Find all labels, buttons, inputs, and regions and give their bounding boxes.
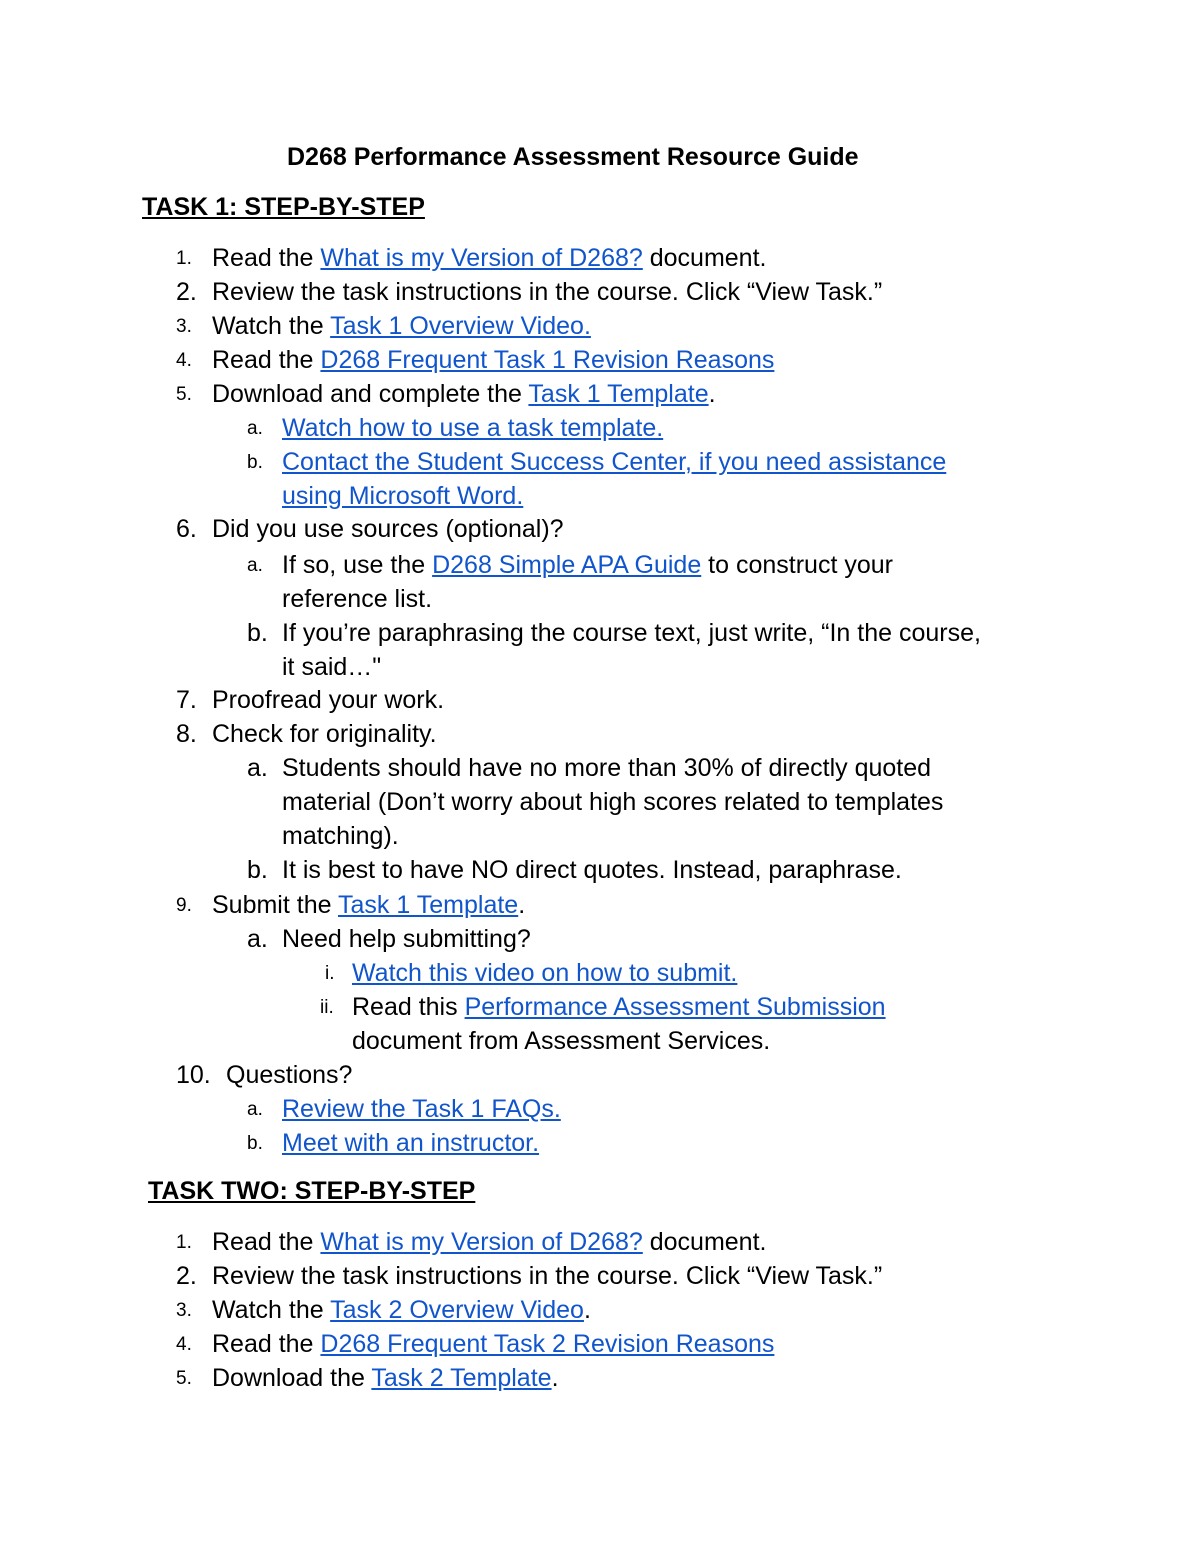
list-marker: 8. — [176, 720, 197, 748]
task1-step-8a-line3: matching). — [282, 822, 399, 850]
student-success-link[interactable]: Contact the Student Success Center, if you need assistance — [282, 448, 947, 476]
list-marker: 6. — [176, 515, 197, 543]
list-marker: 3. — [176, 316, 192, 337]
task1-step-9a-ii-line2: document from Assessment Services. — [352, 1027, 771, 1055]
list-marker: 4. — [176, 1334, 192, 1355]
version-doc-link-2[interactable]: What is my Version of D268? — [320, 1228, 643, 1256]
submit-video-link[interactable]: Watch this video on how to submit. — [352, 959, 738, 987]
task1-step-6a-line2: reference list. — [282, 585, 433, 613]
list-marker: i. — [325, 963, 335, 984]
list-marker: 3. — [176, 1300, 192, 1321]
list-marker: 2. — [176, 1262, 197, 1290]
task1-faqs-link[interactable]: Review the Task 1 FAQs. — [282, 1095, 561, 1123]
step-text: . — [708, 380, 716, 408]
list-marker: a. — [247, 555, 263, 576]
task1-step-10: Questions? — [226, 1061, 353, 1089]
list-marker: ii. — [320, 997, 334, 1018]
list-marker: 1. — [176, 248, 192, 269]
task1-step-5b-line1 — [282, 447, 946, 477]
task1-step-9a-i — [352, 958, 737, 988]
template-howto-link[interactable]: Watch how to use a task template. — [282, 414, 664, 442]
list-marker: 5. — [176, 384, 192, 405]
task1-step-6b-line1: If you’re paraphrasing the course text, just write, “In the course, — [282, 619, 981, 647]
list-marker: b. — [247, 856, 268, 884]
task2-step-3 — [212, 1295, 591, 1325]
task1-step-6: Did you use sources (optional)? — [212, 515, 564, 543]
step-text: Download and complete the — [212, 380, 529, 408]
step-text: document. — [642, 244, 767, 272]
task1-step-9 — [212, 890, 525, 920]
step-text: Read the — [212, 244, 321, 272]
step-text: . — [551, 1364, 559, 1392]
task2-overview-video-link[interactable]: Task 2 Overview Video — [330, 1296, 584, 1324]
list-marker: b. — [247, 619, 268, 647]
list-marker: 10. — [176, 1061, 211, 1089]
list-marker: 1. — [176, 1232, 192, 1253]
task1-step-6a-line1 — [282, 550, 893, 580]
step-text: . — [518, 891, 526, 919]
list-marker: b. — [247, 452, 263, 473]
list-marker: a. — [247, 418, 263, 439]
apa-guide-link[interactable]: D268 Simple APA Guide — [432, 551, 702, 579]
version-doc-link[interactable]: What is my Version of D268? — [320, 244, 643, 272]
step-text: If so, use the — [282, 551, 433, 579]
task2-template-link[interactable]: Task 2 Template — [371, 1364, 552, 1392]
task1-step-9a-ii-line1 — [352, 992, 886, 1022]
task1-step-8: Check for originality. — [212, 720, 437, 748]
task1-heading: TASK 1: STEP-BY-STEP — [142, 193, 425, 221]
task1-step-5b-line2 — [282, 481, 523, 511]
pa-submission-doc-link[interactable]: Performance Assessment Submission — [464, 993, 886, 1021]
step-text: Download the — [212, 1364, 372, 1392]
task2-step-2: Review the task instructions in the course. Click “View Task.” — [212, 1262, 883, 1290]
step-text: Watch the — [212, 312, 331, 340]
task1-step-8a-line2: material (Don’t worry about high scores related to templates — [282, 788, 944, 816]
task2-step-4 — [212, 1329, 774, 1359]
list-marker: b. — [247, 1133, 263, 1154]
list-marker: a. — [247, 925, 268, 953]
step-text: Read this — [352, 993, 465, 1021]
task1-step-4 — [212, 345, 774, 375]
list-marker: 7. — [176, 686, 197, 714]
list-marker: 4. — [176, 350, 192, 371]
step-text: Read the — [212, 346, 321, 374]
step-text: Read the — [212, 1228, 321, 1256]
task1-step-5a — [282, 413, 663, 443]
task1-step-7: Proofread your work. — [212, 686, 445, 714]
step-text: . — [583, 1296, 591, 1324]
task1-step-10a — [282, 1094, 561, 1124]
task1-step-10b — [282, 1128, 539, 1158]
page-title: D268 Performance Assessment Resource Guide — [287, 143, 859, 171]
task1-step-3 — [212, 311, 591, 341]
task2-step-1 — [212, 1227, 766, 1257]
student-success-link-cont[interactable]: using Microsoft Word. — [282, 482, 524, 510]
task1-template-submit-link[interactable]: Task 1 Template — [338, 891, 519, 919]
task2-heading: TASK TWO: STEP-BY-STEP — [148, 1177, 476, 1205]
task1-step-9a: Need help submitting? — [282, 925, 531, 953]
list-marker: a. — [247, 754, 268, 782]
list-marker: 9. — [176, 895, 192, 916]
task2-revision-reasons-link[interactable]: D268 Frequent Task 2 Revision Reasons — [320, 1330, 775, 1358]
step-text: Submit the — [212, 891, 339, 919]
list-marker: 5. — [176, 1368, 192, 1389]
step-text: Watch the — [212, 1296, 331, 1324]
task1-template-link[interactable]: Task 1 Template — [528, 380, 709, 408]
task1-overview-video-link[interactable]: Task 1 Overview Video. — [330, 312, 591, 340]
list-marker: 2. — [176, 278, 197, 306]
task1-revision-reasons-link[interactable]: D268 Frequent Task 1 Revision Reasons — [320, 346, 775, 374]
task1-step-5 — [212, 379, 716, 409]
task2-step-5 — [212, 1363, 559, 1393]
step-text: Read the — [212, 1330, 321, 1358]
step-text: to construct your — [701, 551, 893, 579]
meet-instructor-link[interactable]: Meet with an instructor. — [282, 1129, 540, 1157]
task1-step-8a-line1: Students should have no more than 30% of directly quoted — [282, 754, 932, 782]
task1-step-6b-line2: it said…" — [282, 653, 382, 681]
task1-step-8b: It is best to have NO direct quotes. Instead, paraphrase. — [282, 856, 902, 884]
step-text: document. — [642, 1228, 767, 1256]
task1-step-1 — [212, 243, 766, 273]
list-marker: a. — [247, 1099, 263, 1120]
task1-step-2: Review the task instructions in the course. Click “View Task.” — [212, 278, 883, 306]
